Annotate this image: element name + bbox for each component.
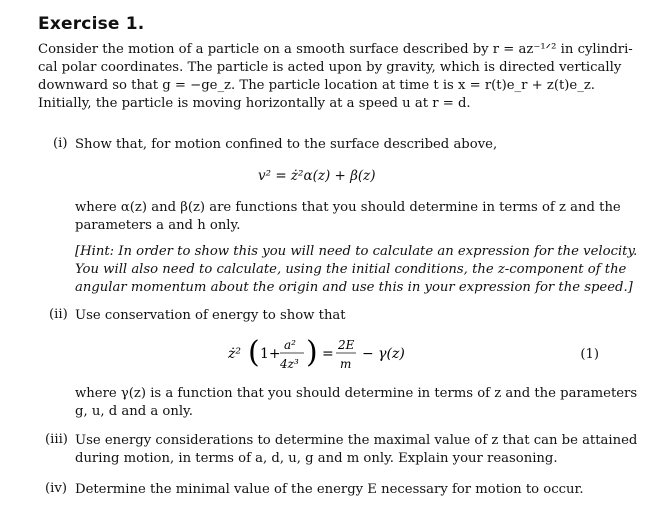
part-i-label: (i) [53,136,68,151]
part-ii-after [75,385,638,421]
part-i-after-line-1: where α(z) and β(z) are functions that you should determine in terms of z and the [75,200,621,215]
part-ii-after-line-2: g, u, d and a only. [75,404,193,419]
intro-line-3: downward so that g = −ge_z. The particle location at time t is x = r(t)e_r + z(t)e_z. [38,78,595,93]
two-e: 2E [338,338,355,352]
part-iii-label: (iii) [45,432,68,447]
part-i-equation: v² = ż²α(z) + β(z) [258,168,376,184]
part-i-after-line-2: parameters a and h only. [75,218,241,233]
exercise-intro [38,41,633,113]
intro-line-1: Consider the motion of a particle on a smooth surface described by r = az⁻¹ᐟ² in cylindri- [38,42,633,57]
a-squared: a² [284,338,296,352]
part-iii-line-1: Use energy considerations to determine the maximal value of z that can be attained [75,433,638,448]
zdot-squared: ż² [228,346,241,362]
intro-line-2: cal polar coordinates. The particle is acted upon by gravity, which is directed vertically [38,60,622,75]
part-i-after [75,199,621,235]
part-ii-text: Use conservation of energy to show that [75,308,346,323]
part-iv-label: (iv) [45,481,67,496]
four-z-cubed: 4z³ [280,357,299,371]
one-plus: 1+ [260,346,281,362]
hint-line-2: You will also need to calculate, using the initial conditions, the z-component of the [75,262,627,277]
minus-gamma: − γ(z) [362,346,405,362]
equals-sign: = [322,346,334,362]
equation-number: (1) [580,347,599,362]
part-iii-text [75,432,638,468]
part-i-text: Show that, for motion confined to the surface described above, [75,137,498,152]
hint-line-3: angular momentum about the origin and use this in your expression for the speed.] [75,280,633,295]
intro-line-4: Initially, the particle is moving horizontally at a speed u at r = d. [38,96,471,111]
part-iv-text: Determine the minimal value of the energy E necessary for motion to occur. [75,482,584,497]
hint-line-1: [Hint: In order to show this you will need to calculate an expression for the velocity. [75,244,638,259]
m-denominator: m [340,357,352,371]
part-ii-after-line-1: where γ(z) is a function that you should determine in terms of z and the parameters [75,386,638,401]
exercise-title: Exercise 1. [38,14,145,34]
left-paren: ( [248,335,260,370]
part-iii-line-2: during motion, in terms of a, d, u, g and m only. Explain your reasoning. [75,451,558,466]
energy-equation [228,332,428,380]
part-i-hint [75,243,638,297]
part-ii-label: (ii) [49,307,68,322]
right-paren: ) [306,335,318,370]
